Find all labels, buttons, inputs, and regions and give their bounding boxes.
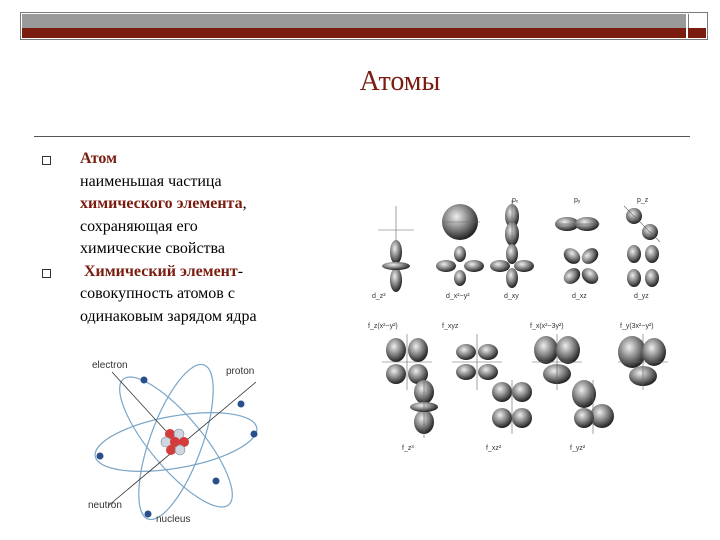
orbital-f: [618, 336, 666, 386]
f-label: f_z(x²−y²): [368, 323, 398, 330]
f-label: f_y(3x²−y²): [620, 323, 654, 330]
orbital-d: [382, 240, 410, 292]
term-chemical-element: Химический элемент: [84, 262, 238, 280]
bullet-item-atom: [40, 148, 330, 261]
d-label: d_xz: [572, 293, 587, 300]
slide-title: Атомы: [359, 66, 441, 97]
orbital-axes: [378, 200, 660, 248]
term-atom: Атом: [80, 150, 117, 167]
orbital-d: [627, 245, 659, 287]
label-proton: proton: [226, 366, 255, 377]
top-bar-grey: [22, 14, 686, 28]
bullet-square-icon: [42, 156, 51, 165]
electron-dot: [141, 377, 148, 384]
orbital-d: [561, 245, 602, 287]
definition-line: одинаковым зарядом ядра: [80, 307, 257, 325]
p-label: pₓ: [512, 197, 519, 204]
label-electron: electron: [92, 360, 128, 371]
p-label: pᵧ: [574, 197, 581, 204]
label-neutron: neutron: [88, 500, 122, 511]
nucleus: [161, 429, 189, 455]
top-bar-red: [22, 28, 686, 38]
definition-line: химические свойства: [80, 240, 225, 257]
bullet-item-element: [40, 261, 330, 329]
p-label: p_z: [637, 197, 649, 204]
electron-dot: [97, 453, 104, 460]
orbital-d: [490, 244, 534, 288]
bullet-list: [40, 148, 330, 328]
definition-line: совокупность атомов с: [80, 285, 235, 302]
f-label: f_z³: [402, 445, 414, 452]
top-bar-tab-red: [688, 28, 706, 38]
f-label: f_yz²: [570, 445, 586, 452]
electron-dot: [238, 401, 245, 408]
orbital-d: [436, 246, 484, 286]
d-label: d_yz: [634, 293, 649, 300]
d-label: d_xy: [504, 293, 519, 300]
electron-dot: [145, 511, 152, 518]
electron-dot: [251, 431, 258, 438]
definition-line: сохраняющая его: [80, 217, 198, 235]
definition-comma: ,: [242, 195, 247, 212]
title-rule: [34, 136, 690, 137]
definition-line: наименьшая частица: [80, 172, 222, 190]
orbitals-diagram: [362, 186, 690, 454]
atom-diagram: [86, 356, 266, 528]
f-label: f_x(x²−3y²): [530, 323, 564, 330]
f-label: f_xyz: [442, 323, 459, 330]
d-label: d_z²: [372, 293, 386, 300]
f-label: f_xz²: [486, 445, 502, 452]
bullet-square-icon: [42, 269, 51, 278]
electron-dot: [213, 478, 220, 485]
highlight-chemical-element: химического элемента: [80, 195, 243, 212]
term-dash: -: [237, 262, 244, 280]
d-label: d_x²−y²: [446, 293, 470, 300]
label-nucleus: nucleus: [156, 514, 191, 525]
